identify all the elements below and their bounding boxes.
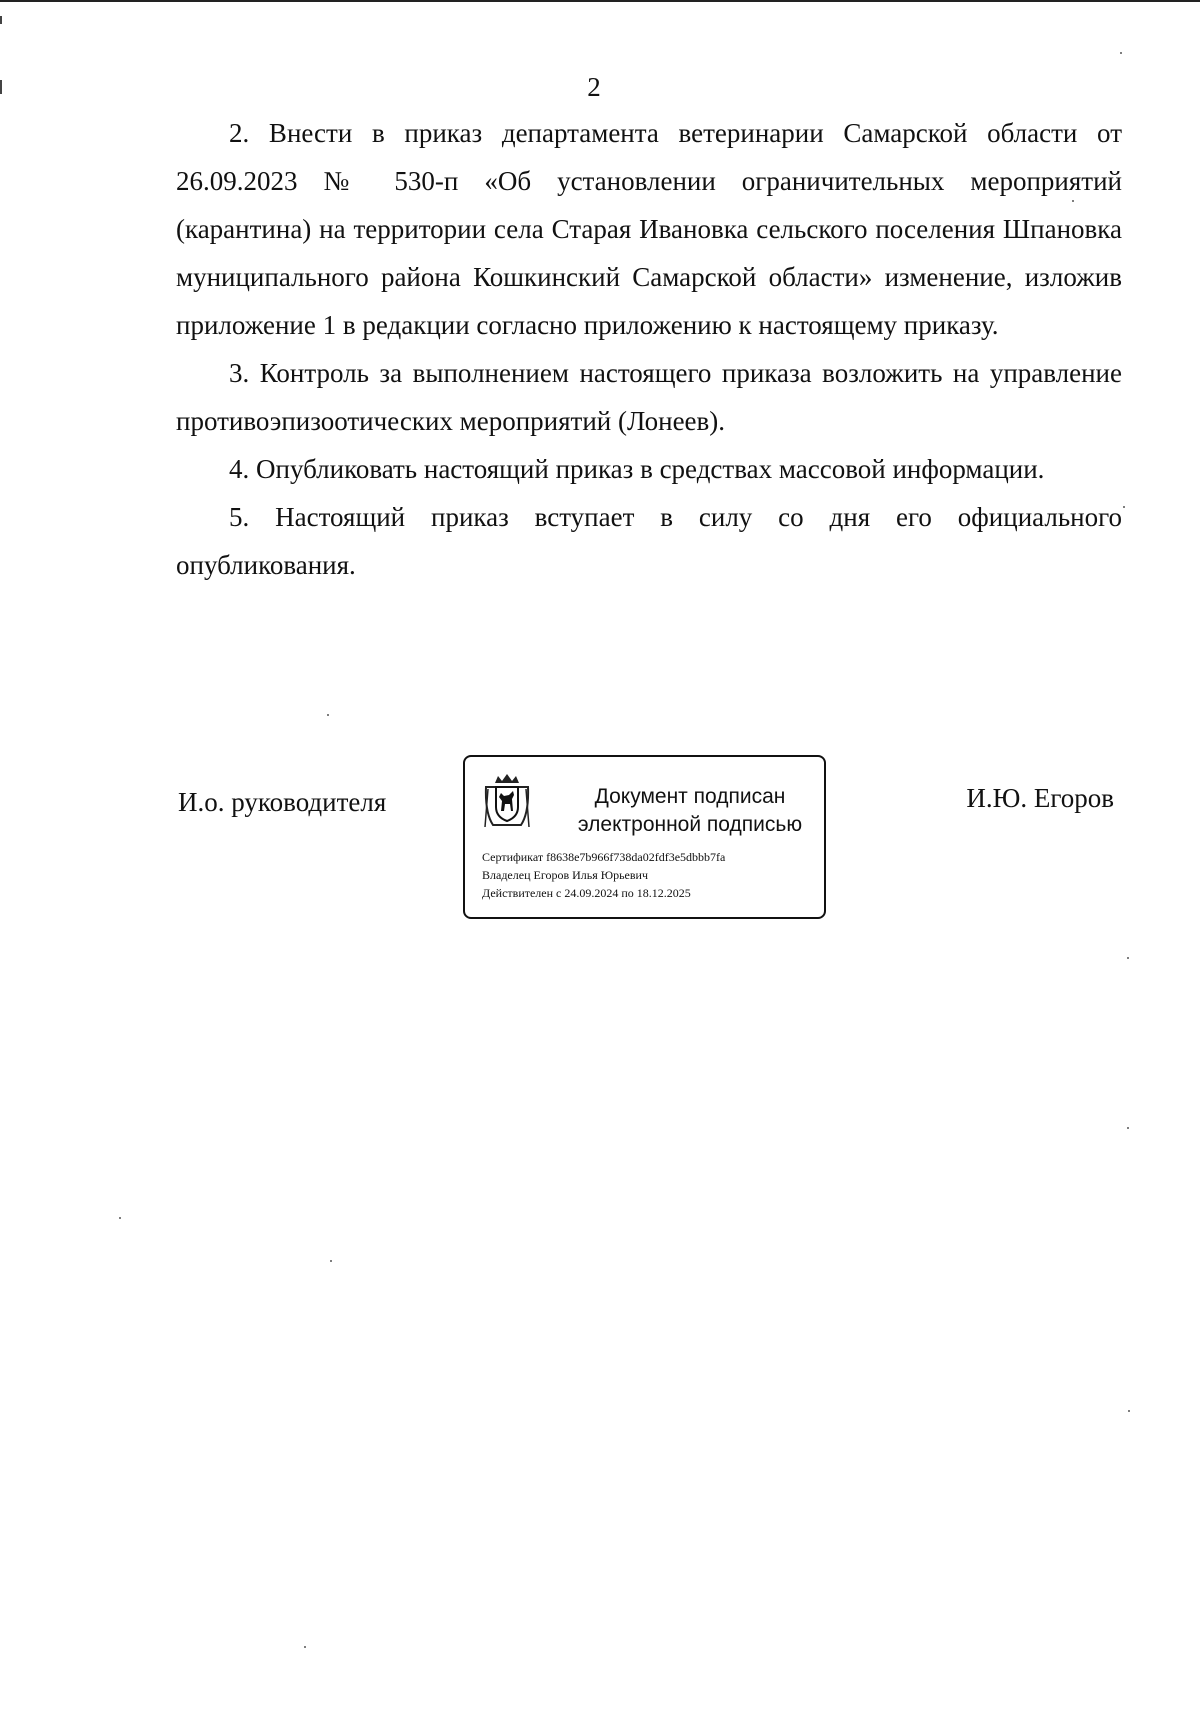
scan-speck: [1127, 1127, 1129, 1129]
scan-speck: [327, 714, 329, 716]
stamp-details: [482, 848, 725, 902]
scan-speck: [304, 1646, 306, 1648]
scan-speck: [1072, 200, 1074, 202]
paragraph-2: 2. Внести в приказ департамента ветеринарии Самарской области от 26.09.2023 № 530-п «Об установлении ограничительных мероприятий (карантина) на территории села Старая Ивановка сельского поселения Шпановка муниципального района Кошкинский Самарской области» изменение, изложив приложение 1 в редакции согласно приложению к настоящему приказу.: [176, 118, 1122, 340]
signer-name: И.Ю. Егоров: [966, 783, 1114, 813]
signer-position: И.о. руководителя: [178, 787, 387, 817]
electronic-signature-stamp: [463, 755, 826, 919]
stamp-title-line1: Документ подписан: [594, 785, 786, 808]
stamp-title: [565, 783, 815, 839]
paragraph-4: 4. Опубликовать настоящий приказ в средствах массовой информации.: [229, 454, 1045, 484]
scan-speck: [330, 1260, 332, 1262]
signature-block: [0, 755, 1200, 925]
scan-speck: [1128, 1410, 1130, 1412]
certificate-validity: Действителен с 24.09.2024 по 18.12.2025: [482, 886, 691, 900]
scan-top-edge: [0, 0, 1200, 2]
scan-edge-mark: [0, 16, 2, 24]
order-body: [176, 109, 1122, 589]
certificate-owner: Владелец Егоров Илья Юрьевич: [482, 868, 649, 882]
paragraph-3: 3. Контроль за выполнением настоящего приказа возложить на управление противоэпизоотических мероприятий (Лонеев).: [176, 358, 1122, 436]
scan-speck: [119, 1217, 121, 1219]
certificate-number: Сертификат f8638e7b966f738da02fdf3e5dbbb7fa: [482, 850, 726, 864]
samara-region-coat-of-arms-icon: [483, 773, 531, 829]
scan-speck: [1120, 52, 1122, 54]
page-number: 2: [587, 72, 601, 102]
stamp-title-line2: электронной подписью: [577, 813, 803, 836]
scan-speck: [1127, 957, 1129, 959]
scan-speck: [1123, 506, 1125, 508]
paragraph-5: 5. Настоящий приказ вступает в силу со дня его официального опубликования.: [176, 502, 1122, 580]
